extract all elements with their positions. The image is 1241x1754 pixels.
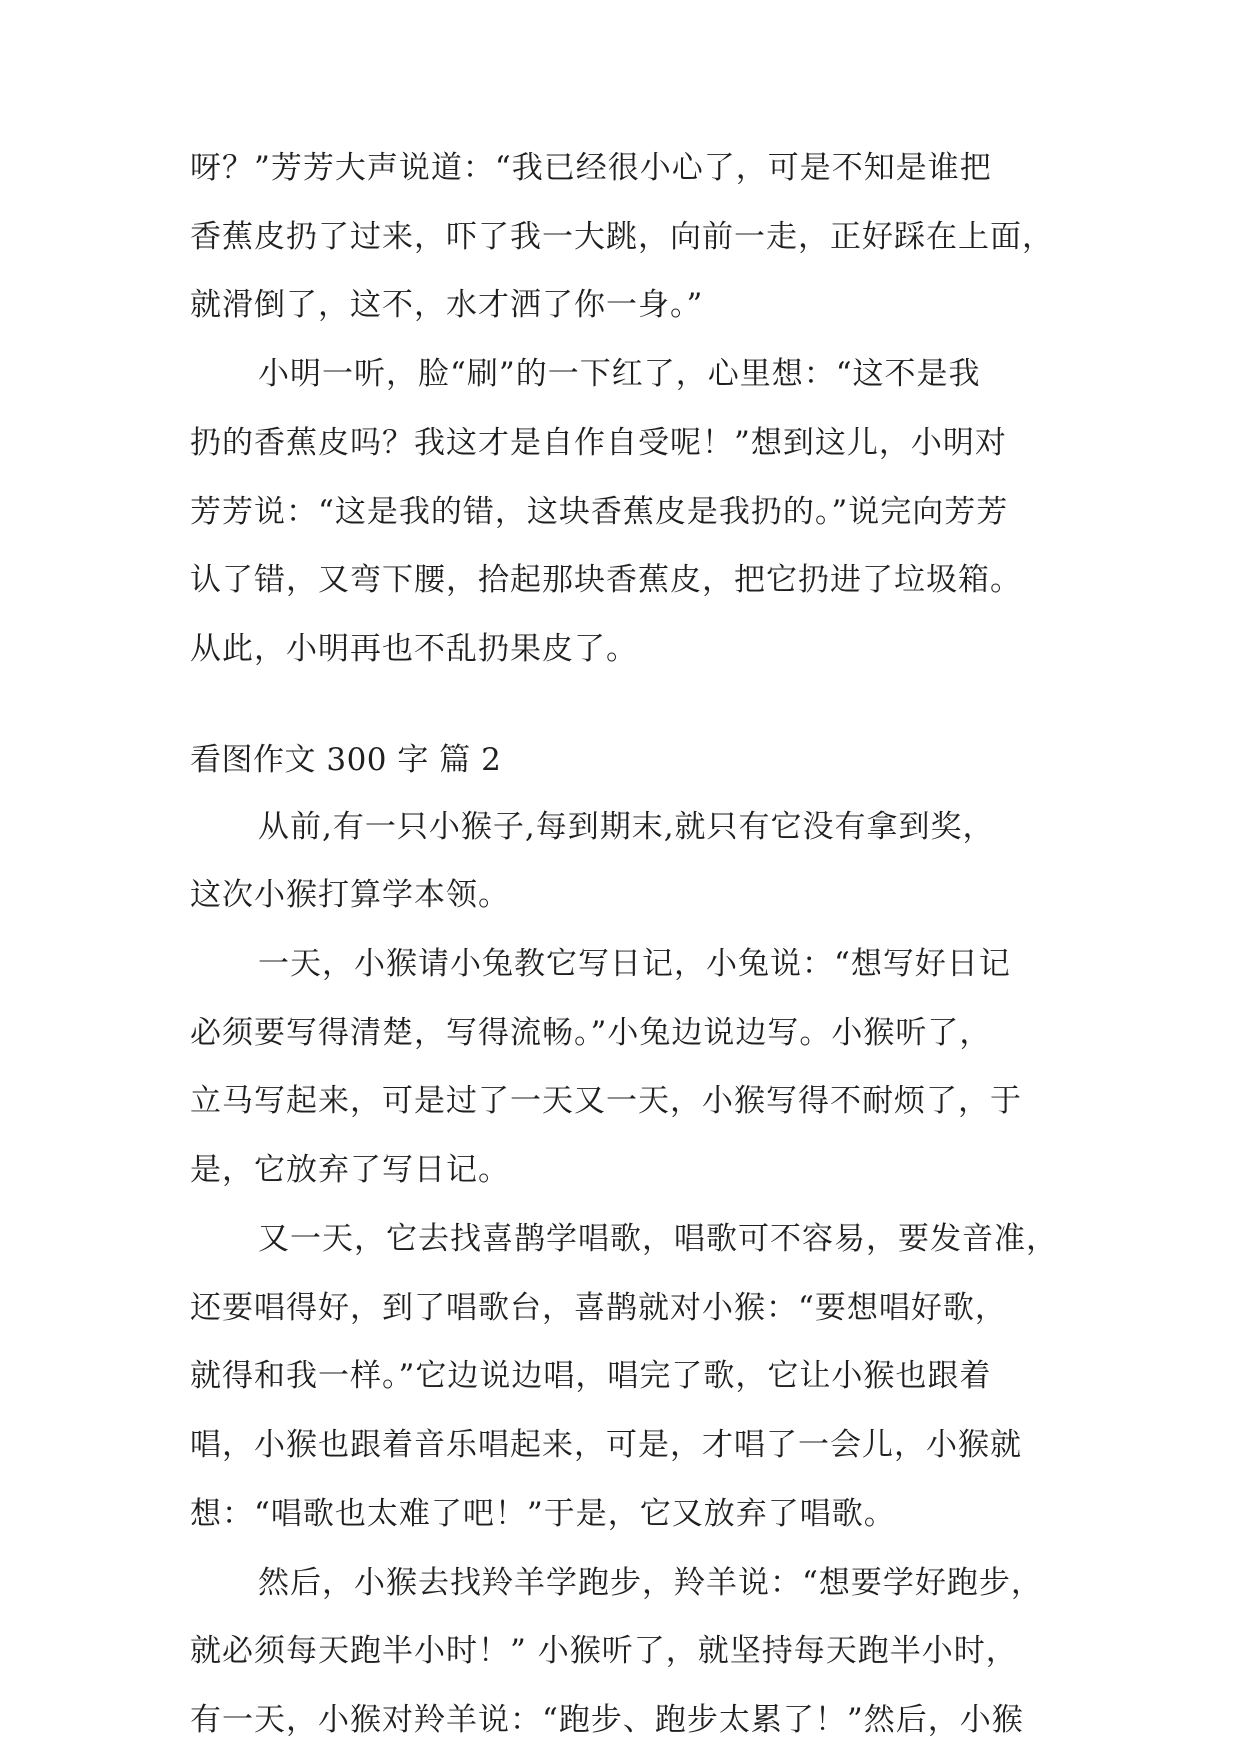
text-line: 呀？”芳芳大声说道：“我已经很小心了，可是不知是谁把 [190,150,992,186]
text-line: 必须要写得清楚，写得流畅。”小兔边说边写。小猴听了， [190,1015,992,1051]
text-line: 就滑倒了，这不，水才洒了你一身。” [190,287,704,323]
section-heading: 看图作文 300 字 篇 2 [190,742,502,778]
text-line: 一天，小猴请小兔教它写日记，小兔说：“想写好日记 [258,946,1011,982]
text-line: 立马写起来，可是过了一天又一天，小猴写得不耐烦了，于 [190,1083,1022,1119]
text-line: 就得和我一样。”它边说边唱，唱完了歌，它让小猴也跟着 [190,1358,992,1394]
text-line: 这次小猴打算学本领。 [190,877,510,913]
text-line: 还要唱得好，到了唱歌台，喜鹊就对小猴：“要想唱好歌， [190,1290,1007,1326]
text-line: 然后，小猴去找羚羊学跑步，羚羊说：“想要学好跑步， [258,1565,1043,1601]
text-line: 又一天，它去找喜鹊学唱歌，唱歌可不容易，要发音准， [258,1221,1058,1257]
text-line: 想：“唱歌也太难了吧！”于是，它又放弃了唱歌。 [190,1496,896,1532]
text-line: 芳芳说：“这是我的错，这块香蕉皮是我扔的。”说完向芳芳 [190,494,1009,530]
text-line: 香蕉皮扔了过来，吓了我一大跳，向前一走，正好踩在上面， [190,219,1054,255]
text-line: 从此，小明再也不乱扔果皮了。 [190,631,638,667]
text-line: 是，它放弃了写日记。 [190,1152,510,1188]
text-line: 有一天，小猴对羚羊说：“跑步、跑步太累了！”然后，小猴 [190,1702,1024,1738]
text-line: 扔的香蕉皮吗？我这才是自作自受呢！”想到这儿，小明对 [190,425,1007,461]
text-line: 小明一听，脸“刷”的一下红了，心里想：“这不是我 [258,356,981,392]
text-line: 从前,有一只小猴子,每到期末,就只有它没有拿到奖， [258,809,995,845]
text-line: 唱，小猴也跟着音乐唱起来，可是，才唱了一会儿，小猴就 [190,1427,1022,1463]
text-line: 认了错，又弯下腰，拾起那块香蕉皮，把它扔进了垃圾箱。 [190,562,1022,598]
text-line: 就必须每天跑半小时！” 小猴听了，就坚持每天跑半小时， [190,1633,1018,1669]
